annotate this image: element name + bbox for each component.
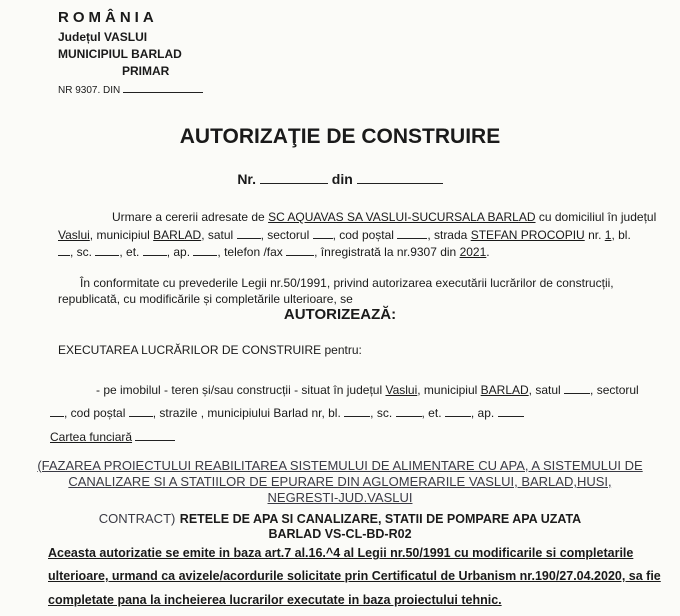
property-county: Vaslui bbox=[385, 383, 418, 397]
blank bbox=[445, 405, 471, 417]
project-line3: NEGRESTI-JUD.VASLUI bbox=[267, 490, 413, 505]
blank bbox=[564, 382, 590, 394]
p1-text: Urmare a cererii adresate de bbox=[112, 210, 265, 224]
blank bbox=[95, 244, 119, 256]
paragraph1-line1 bbox=[112, 210, 656, 224]
blank bbox=[193, 244, 217, 256]
applicant-city: BARLAD bbox=[153, 228, 202, 242]
property-text: , sectorul bbox=[590, 383, 639, 397]
nr-blank bbox=[260, 172, 328, 184]
p1-text: nr. bbox=[588, 228, 602, 242]
property-text: , strazile , municipiului Barlad nr, bl. bbox=[152, 406, 341, 420]
p1-text: , strada bbox=[427, 228, 468, 242]
p1-text: , sectorul bbox=[260, 228, 310, 242]
county-heading: Județul VASLUI bbox=[58, 30, 148, 44]
paragraph1-line3 bbox=[58, 244, 490, 259]
property-text: , satul bbox=[528, 383, 561, 397]
property-text: , cod poștal bbox=[64, 406, 126, 420]
property-text: , et. bbox=[421, 406, 442, 420]
blank bbox=[498, 405, 524, 417]
number-line bbox=[0, 171, 680, 187]
p1-text: , înregistrată la nr.9307 din bbox=[314, 245, 457, 259]
property-city: BARLAD bbox=[480, 383, 529, 397]
project-line4 bbox=[0, 510, 680, 528]
basis-line2: ulterioare, urmand ca avizele/acordurile solicitate prin Certificatul de Urbanism nr.190/27.04.2020, sa fie bbox=[48, 569, 661, 583]
p1-text: , et. bbox=[119, 245, 140, 259]
blank bbox=[286, 244, 314, 256]
p1-text: , telefon /fax bbox=[217, 245, 283, 259]
street-number: 1 bbox=[604, 228, 612, 242]
blank bbox=[58, 244, 70, 256]
p1-text: cu domiciliul în județul bbox=[538, 210, 657, 224]
blank bbox=[50, 405, 64, 417]
property-line1 bbox=[96, 382, 639, 397]
country-heading: ROMÂNIA bbox=[58, 9, 158, 26]
blank bbox=[396, 405, 422, 417]
applicant-street: STEFAN PROCOPIU bbox=[470, 228, 585, 242]
property-line3 bbox=[50, 429, 175, 444]
blank bbox=[237, 227, 261, 239]
authorize-heading: AUTORIZEAZĂ: bbox=[283, 306, 397, 323]
p1-text: , bl. bbox=[611, 228, 631, 242]
project-line2: CANALIZARE SI A STATIILOR DE EPURARE DIN AGLOMERARILE VASLUI, BARLAD,HUSI, bbox=[68, 474, 612, 489]
paragraph2-line1: În conformitate cu prevederile Legii nr.50/1991, privind autorizarea executării lucrărilor de construcții, bbox=[80, 276, 614, 290]
applicant-county: Vaslui bbox=[58, 228, 90, 242]
property-text: , sc. bbox=[370, 406, 393, 420]
property-text: , ap. bbox=[470, 406, 495, 420]
land-registry-label: Cartea funciară bbox=[50, 430, 133, 444]
property-line2 bbox=[50, 405, 524, 420]
project-works: RETELE DE APA SI CANALIZARE, STATII DE POMPARE APA UZATA bbox=[179, 512, 582, 526]
basis-line1: Aceasta autorizatie se emite in baza art.7 al.16.^4 al Legii nr.50/1991 cu modificarile si completarile bbox=[48, 546, 634, 560]
din-blank bbox=[357, 172, 443, 184]
din-label: din bbox=[331, 171, 353, 187]
blank bbox=[143, 244, 167, 256]
paragraph2-line2: republicată, cu modificările și completările ulterioare, se bbox=[58, 292, 353, 306]
p1-text: , ap. bbox=[166, 245, 191, 259]
p1-text: , municipiul bbox=[89, 228, 150, 242]
registration-year: 2021 bbox=[459, 245, 487, 259]
document-title: AUTORIZAŢIE DE CONSTRUIRE bbox=[179, 125, 501, 148]
registration-number-label: NR 9307. DIN bbox=[58, 85, 121, 96]
blank bbox=[135, 429, 175, 441]
property-text: - pe imobilul - teren și/sau construcții - situat în județul bbox=[96, 383, 383, 397]
registration-number bbox=[58, 81, 203, 96]
contract-label: CONTRACT) bbox=[98, 511, 176, 526]
paragraph1-line2 bbox=[58, 227, 631, 242]
execution-line: EXECUTAREA LUCRĂRILOR DE CONSTRUIRE pentru: bbox=[58, 343, 362, 357]
p1-text: , satul bbox=[201, 228, 234, 242]
blank bbox=[129, 405, 153, 417]
blank bbox=[344, 405, 370, 417]
nr-label: Nr. bbox=[237, 171, 256, 187]
property-text: , municipiul bbox=[417, 383, 478, 397]
p1-text: , sc. bbox=[70, 245, 93, 259]
project-line1: (FAZAREA PROIECTULUI REABILITAREA SISTEMULUI DE ALIMENTARE CU APA, A SISTEMULUI DE bbox=[37, 458, 643, 473]
project-line5: BARLAD VS-CL-BD-R02 bbox=[268, 527, 412, 541]
p1-text: , cod poștal bbox=[332, 228, 394, 242]
blank bbox=[397, 227, 427, 239]
registration-date-blank bbox=[123, 81, 203, 93]
blank bbox=[313, 227, 333, 239]
municipality-heading: MUNICIPIUL BARLAD bbox=[58, 47, 182, 61]
mayor-heading: PRIMAR bbox=[122, 64, 170, 78]
basis-line3: completate pana la incheierea lucrarilor executate in baza proiectului tehnic. bbox=[48, 593, 502, 607]
applicant-name: SC AQUAVAS SA VASLUI-SUCURSALA BARLAD bbox=[268, 210, 536, 224]
p1-text: . bbox=[486, 245, 490, 259]
